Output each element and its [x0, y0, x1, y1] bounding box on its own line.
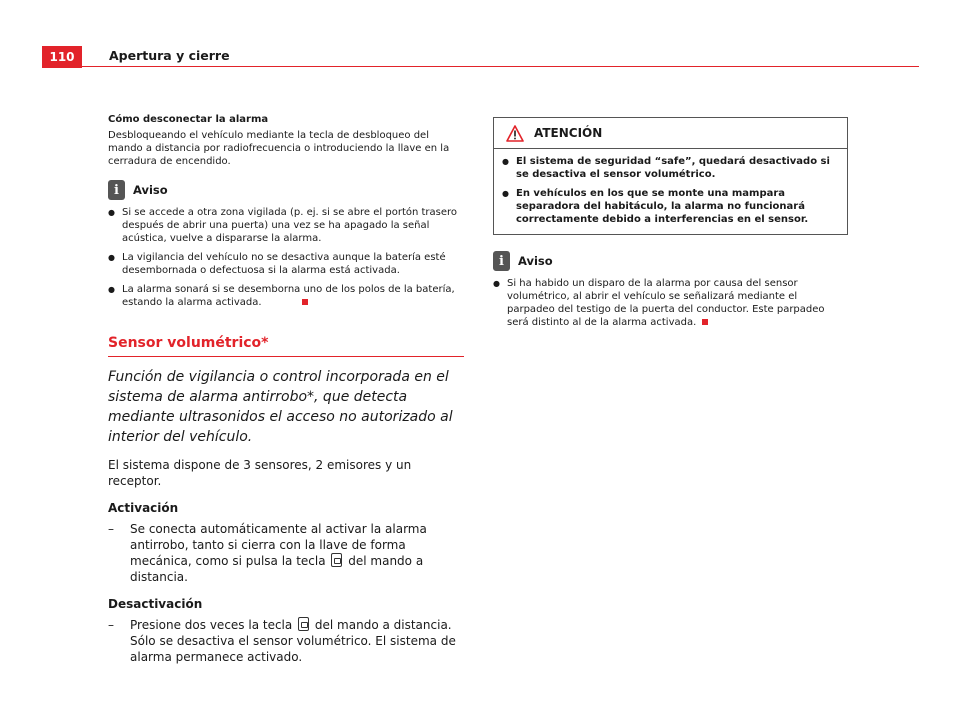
lock-key-icon: [331, 553, 342, 567]
left-column: [108, 114, 464, 665]
warning-bullet: [502, 155, 839, 181]
warning-bullet: [502, 187, 839, 226]
note-bullet: [108, 251, 464, 277]
lock-key-icon: [298, 617, 309, 631]
note-bullet: [493, 277, 848, 329]
warning-box: [493, 117, 848, 235]
dash-marker: –: [108, 522, 114, 536]
end-square-icon: [302, 299, 308, 305]
note-header: [493, 251, 848, 271]
bullet-dot-icon: ●: [108, 208, 115, 217]
info-i-icon: i: [493, 251, 510, 271]
bullet-dot-icon: ●: [502, 157, 509, 166]
note-header: [108, 180, 464, 200]
note-bullet-text: La alarma sonará si se desemborna uno de los polos de la batería, estando la alarma activada.: [122, 284, 455, 308]
dash-marker: –: [108, 618, 114, 632]
note-bullet-text: La vigilancia del vehículo no se desactiva aunque la batería esté desembornada o defectuosa si la alarma está activada.: [122, 252, 446, 276]
page-number: 110: [42, 46, 82, 68]
warning-bullet-text: El sistema de seguridad “safe”, quedará desactivado si se desactiva el sensor volumétrico.: [516, 156, 830, 180]
disconnect-text: Desbloqueando el vehículo mediante la tecla de desbloqueo del mando a distancia por radiofrecuencia o introduciendo la llave en la cerradura de encendido.: [108, 130, 450, 167]
warning-body: [494, 149, 847, 234]
intro-text: El sistema dispone de 3 sensores, 2 emisores y un receptor.: [108, 458, 412, 488]
note-bullet-text: Si ha habido un disparo de la alarma por causa del sensor volumétrico, al abrir el vehículo se señalizará mediante el parpadeo del testigo de la puerta del conductor. Este parpadeo será distinto al de la alarma activada.: [507, 278, 825, 328]
bullet-dot-icon: ●: [108, 285, 115, 294]
end-square-icon: [702, 319, 708, 325]
activation-item: [108, 521, 464, 585]
bullet-dot-icon: ●: [502, 189, 509, 198]
activation-heading: Activación: [108, 501, 179, 515]
note-label: Aviso: [518, 254, 553, 268]
note-label: Aviso: [133, 183, 168, 197]
note-bullet-text: Si se accede a otra zona vigilada (p. ej. si se abre el portón trasero después de abrir una puerta) una vez se ha apagado la señal acústica, vuelve a dispararse la alarma.: [122, 207, 458, 244]
note-bullet: [108, 283, 464, 309]
disconnect-heading: Cómo desconectar la alarma: [108, 114, 269, 125]
deactivation-heading: Desactivación: [108, 597, 203, 611]
warning-header: [494, 118, 847, 149]
warning-bullet-text: En vehículos en los que se monte una mampara separadora del habitáculo, la alarma no funcionará correctamente debido a interferencias en el sensor.: [516, 188, 809, 225]
section-title: Sensor volumétrico*: [108, 335, 464, 357]
header-rule: [82, 66, 919, 67]
right-column: [493, 117, 848, 335]
info-i-icon: i: [108, 180, 125, 200]
note-bullet: [108, 206, 464, 245]
warning-label: ATENCIÓN: [534, 126, 603, 140]
activation-text: Se conecta automáticamente al activar la alarma antirrobo, tanto si cierra con la llave de forma mecánica, como si pulsa la tecla del mando a distancia.: [130, 522, 427, 584]
deactivation-item: [108, 617, 464, 665]
section-lead: Función de vigilancia o control incorporada en el sistema de alarma antirrobo*, que detecta mediante ultrasonidos el acceso no autorizado al interior del vehículo.: [108, 369, 453, 445]
page-title: Apertura y cierre: [109, 48, 230, 63]
warning-triangle-icon: [506, 125, 524, 142]
bullet-dot-icon: ●: [493, 279, 500, 288]
bullet-dot-icon: ●: [108, 253, 115, 262]
deactivation-text: Presione dos veces la tecla del mando a distancia. Sólo se desactiva el sensor volumétrico. El sistema de alarma permanece activado.: [130, 618, 456, 664]
